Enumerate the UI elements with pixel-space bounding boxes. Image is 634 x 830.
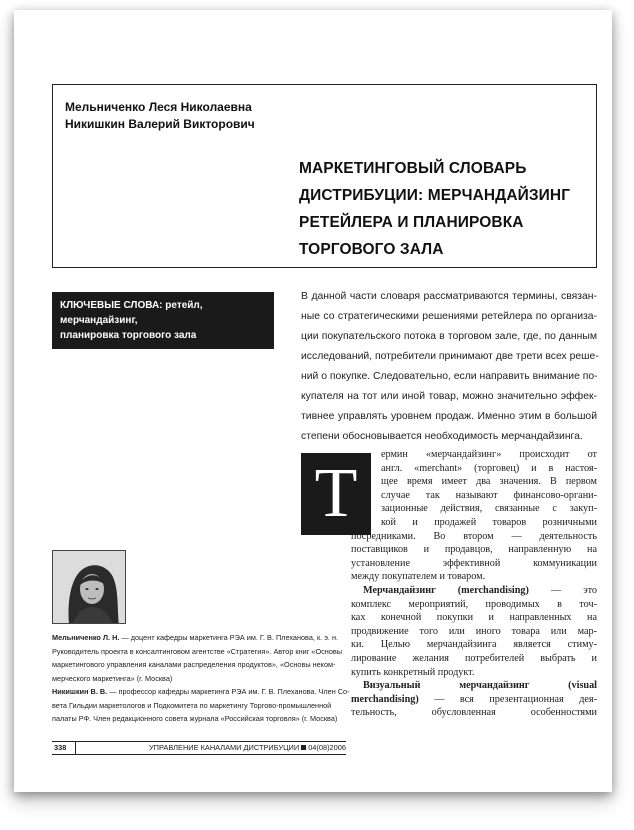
keywords-line2: планировка торгового зала	[60, 330, 197, 341]
author-name: Никишкин Валерий Викторович	[65, 117, 255, 131]
body-text: — это	[528, 584, 597, 596]
title-line: ДИСТРИБУЦИИ: МЕРЧАНДАЙЗИНГ	[299, 187, 571, 204]
definition-visual-merchandising	[351, 679, 597, 693]
author-name: Мельниченко Леся Николаевна	[65, 100, 252, 114]
intro-line: ний о покупке. Следовательно, если направить внимание по-	[301, 371, 598, 382]
title-line: РЕТЕЙЛЕРА И ПЛАНИРОВКА	[299, 214, 524, 231]
intro-paragraph	[301, 287, 597, 447]
body-line: англ. «merchant» (торговец) и в настоя-	[381, 462, 597, 474]
title-line: ТОРГОВОГО ЗАЛА	[299, 241, 444, 258]
keywords-box	[52, 292, 274, 349]
body-line: купить конкретный продукт.	[351, 666, 475, 678]
intro-line: тивнее управлять уровнем продаж. Именно этим в большой	[301, 411, 597, 422]
issue-number: 04(08)2006	[308, 743, 346, 752]
intro-line: ные со стратегическими решениями ретейлера по организа-	[301, 311, 597, 322]
body-line: ермин «мерчандайзинг» происходит от	[381, 449, 597, 460]
bio-author-name: Мельниченко Л. Н.	[52, 633, 120, 642]
bio-text: мерческого маркетинга» (г. Москва)	[52, 673, 173, 683]
bio-author-name: Никишкин В. В.	[52, 687, 108, 696]
journal-info	[149, 742, 346, 754]
title-line: МАРКЕТИНГОВЫЙ СЛОВАРЬ	[299, 160, 527, 177]
definition-merchandising	[351, 584, 597, 598]
body-line: посредниками. Во втором — деятельность	[351, 530, 597, 542]
body-line: кой и продажей товаров розничными	[381, 516, 597, 528]
body-line: ки. Целью мерчандайзинга является стиму-	[351, 639, 597, 651]
body-line: тельность, обусловленная особенностями	[351, 707, 597, 719]
keywords-line1: ретейл, мерчандайзинг,	[60, 300, 203, 326]
body-line: между покупателем и товаром.	[351, 571, 486, 583]
journal-name: УПРАВЛЕНИЕ КАНАЛАМИ ДИСТРИБУЦИИ	[148, 743, 300, 752]
intro-line: В данной части словаря рассматриваются термины, связан-	[301, 291, 597, 302]
article-title	[299, 155, 589, 263]
bio-text: палаты РФ. Член редакционного совета журнала «Российская торговля» (г. Москва)	[52, 714, 338, 723]
author-bios	[52, 631, 350, 726]
bio-text: Руководитель проекта в консалтинговом агентстве «Стратегия». Автор книг «Основы	[52, 646, 343, 656]
bio-text: — доцент кафедры маркетинга РЭА им. Г. В. Плеханова, к. э. н.	[119, 633, 339, 642]
body-line: ках конечной покупки и направленных на	[351, 612, 597, 624]
body-line: комплекс мероприятий, проводимых в точ-	[351, 598, 597, 610]
body-line: зационные действия, связанные с закуп-	[381, 503, 597, 515]
page-footer	[52, 741, 346, 755]
term-visual-merchandising-cont: merchandising)	[351, 693, 419, 705]
bio-text: вета Гильдии маркетологов и Подкомитета по маркетингу Торгово-промышленной	[52, 700, 332, 710]
authors	[65, 99, 255, 133]
journal-page	[14, 10, 612, 792]
body-line: случае так называют финансово-органи-	[381, 489, 597, 501]
page-number: 338	[52, 742, 76, 754]
body-line: поставщиков и продавцов, направленную на	[351, 544, 597, 556]
bio-text: — профессор кафедры маркетинга РЭА им. Г. В. Плеханова. Член Со-	[107, 687, 350, 696]
body-line	[351, 693, 597, 707]
intro-line: степени обосновывается необходимость мерчандайзинга.	[301, 431, 583, 442]
intro-line: исследований, потребители принимают две трети всех реше-	[301, 351, 599, 362]
intro-line: купателя на тот или иной товар, можно значительно эффек-	[301, 391, 597, 402]
body-line: щее время имеет два значения. В первом	[381, 476, 597, 488]
keywords-label: КЛЮЧЕВЫЕ СЛОВА:	[60, 300, 163, 311]
square-bullet-icon	[301, 745, 306, 750]
body-line: лирование желания потребителей выбрать и	[351, 652, 597, 664]
drop-cap: Т	[301, 453, 371, 535]
article-header-box	[52, 84, 597, 268]
author-photo	[52, 550, 126, 624]
portrait-image	[53, 551, 126, 624]
bio-text: маркетингового управления каналами распределения продуктов», «Основы неком-	[52, 660, 336, 669]
body-line: продвижение того или иного товара или мар-	[351, 625, 597, 637]
term-merchandising: Мерчандайзинг (merchandising)	[363, 584, 529, 596]
body-text: — вся презентационная дея-	[418, 693, 597, 705]
body-line: установление эффективной коммуникации	[351, 557, 597, 569]
term-visual-merchandising: Визуальный мерчандайзинг (visual	[363, 680, 597, 692]
intro-line: ции покупательского потока в торговом зале, где, по данным	[301, 331, 597, 342]
